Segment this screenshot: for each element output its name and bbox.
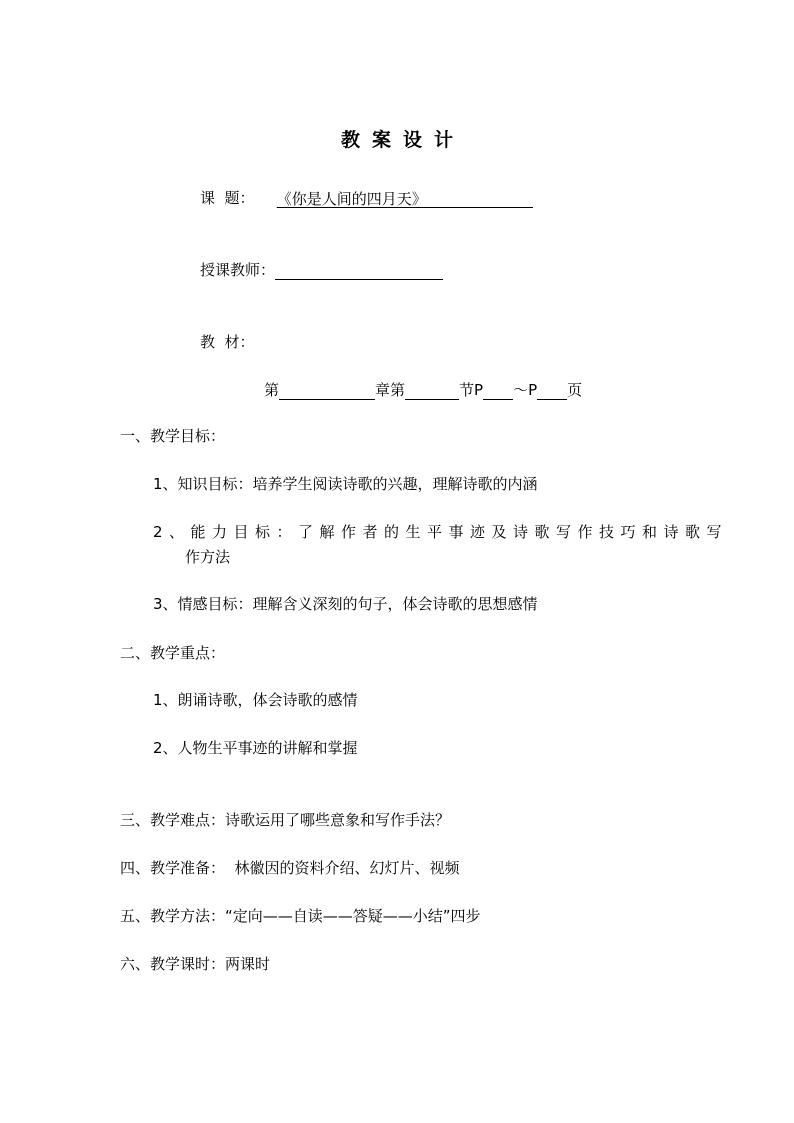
goal-item-ability-cont: 作方法	[185, 548, 231, 566]
topic-line	[200, 188, 533, 208]
goal-item-emotion: 3、情感目标：理解含义深刻的句子，体会诗歌的思想感情	[153, 595, 538, 613]
page-title: 教案设计	[340, 129, 465, 151]
chapter-tilde-p: ～P	[513, 381, 538, 399]
topic-value: 《你是人间的四月天》	[276, 190, 427, 208]
chapter-jie-p: 节P	[459, 381, 484, 399]
chapter-zhang-di: 章第	[375, 381, 406, 399]
focus-item-1: 1、朗诵诗歌，体会诗歌的感情	[153, 691, 358, 709]
chapter-di: 第	[264, 381, 280, 399]
chapter-blank	[279, 383, 375, 400]
teacher-line	[200, 260, 443, 280]
preparation-line: 四、教学准备： 林徽因的资料介绍、幻灯片、视频	[120, 859, 460, 877]
goals-heading: 一、教学目标：	[120, 427, 226, 445]
topic-field	[277, 189, 533, 208]
topic-label: 课 题：	[200, 189, 255, 207]
goal-item-ability: 2、能力目标：了解作者的生平事迹及诗歌写作技巧和诗歌写	[153, 523, 729, 541]
section-blank	[405, 383, 459, 400]
focus-heading: 二、教学重点：	[120, 644, 226, 662]
difficulty-line: 三、教学难点：诗歌运用了哪些意象和写作手法？	[120, 811, 451, 829]
chapter-ye: 页	[567, 381, 583, 399]
focus-item-2: 2、人物生平事迹的讲解和掌握	[153, 739, 358, 757]
chapter-line	[264, 380, 582, 400]
page-end-blank	[537, 383, 567, 400]
goal-item-knowledge: 1、知识目标：培养学生阅读诗歌的兴趣，理解诗歌的内涵	[153, 475, 538, 493]
page-start-blank	[483, 383, 513, 400]
material-label: 教 材：	[200, 333, 255, 351]
teacher-label: 授课教师：	[200, 261, 276, 279]
method-line: 五、教学方法：“定向——自读——答疑——小结”四步	[120, 907, 481, 925]
hours-line: 六、教学课时：两课时	[120, 955, 271, 973]
teacher-blank	[275, 263, 443, 280]
